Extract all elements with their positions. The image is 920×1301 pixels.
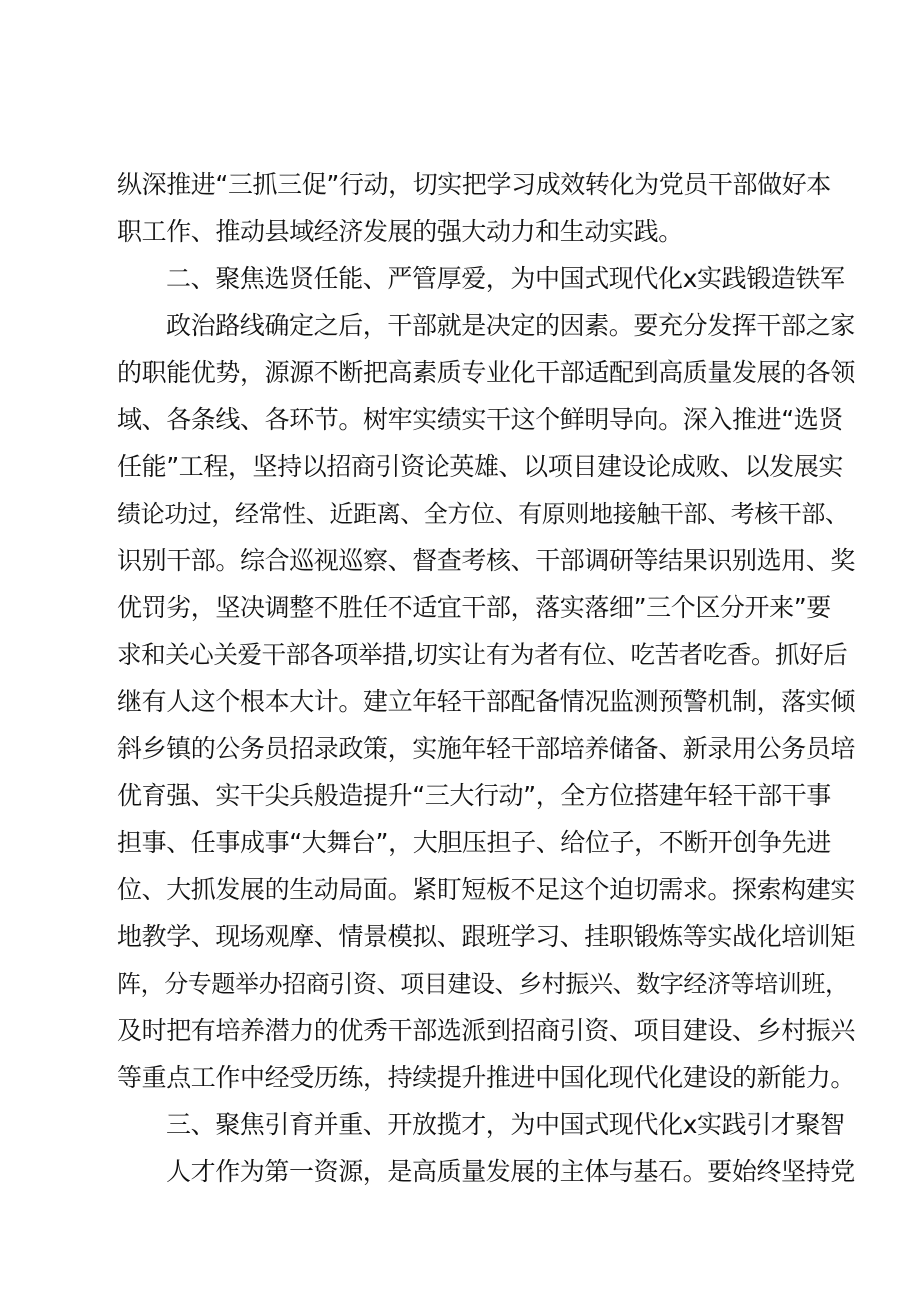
paragraph-line: 职工作、推动县域经济发展的强大动力和生动实践。 (117, 217, 683, 246)
paragraph-line: 绩论功过，经常性、近距离、全方位、有原则地接触干部、考核干部、 (117, 500, 849, 528)
paragraph-line: 位、大抓发展的生动局面。紧盯短板不足这个迫切需求。探索构建实 (117, 875, 856, 904)
section-heading-3: 三、聚焦引育并重、开放揽才，为中国式现代化x实践引才聚智 (166, 1110, 845, 1139)
paragraph-line: 地教学、现场观摩、情景模拟、跟班学习、挂职锻炼等实战化培训矩 (117, 922, 856, 951)
paragraph-line: 纵深推进“三抓三促”行动，切实把学习成效转化为党员干部做好本 (117, 170, 831, 199)
paragraph-line: 人才作为第一资源，是高质量发展的主体与基石。要始终坚持党 (166, 1157, 855, 1186)
paragraph-line: 任能”工程，坚持以招商引资论英雄、以项目建设论成败、以发展实 (117, 452, 843, 481)
paragraph-line: 继有人这个根本大计。建立年轻干部配备情况监测预警机制，落实倾 (117, 687, 856, 716)
paragraph-line: 阵，分专题举办招商引资、项目建设、乡村振兴、数字经济等培训班， (117, 970, 849, 998)
paragraph-line: 求和关心关爱干部各项举措,切实让有为者有位、吃苦者吃香。抓好后 (117, 640, 848, 669)
paragraph-line: 域、各条线、各环节。树牢实绩实干这个鲜明导向。深入推进“选贤 (117, 405, 843, 434)
paragraph-line: 优罚劣，坚决调整不胜任不适宜干部，落实落细”三个区分开来”要 (117, 593, 831, 622)
paragraph-line: 的职能优势，源源不断把高素质专业化干部适配到高质量发展的各领 (117, 358, 856, 387)
paragraph-line: 识别干部。综合巡视巡察、督查考核、干部调研等结果识别选用、奖 (117, 546, 856, 575)
paragraph-line: 及时把有培养潜力的优秀干部选派到招商引资、项目建设、乡村振兴 (117, 1016, 856, 1045)
paragraph-line: 优育强、实干尖兵般造提升“三大行动”，全方位搭建年轻干部干事 (117, 781, 831, 810)
section-heading-2: 二、聚焦选贤任能、严管厚爱，为中国式现代化x实践锻造铁军 (166, 264, 845, 293)
paragraph-line: 政治路线确定之后，干部就是决定的因素。要充分发挥干部之家 (166, 311, 855, 340)
paragraph-line: 担事、任事成事“大舞台”，大胆压担子、给位子，不断开创争先进 (117, 828, 831, 857)
paragraph-line: 等重点工作中经受历练，持续提升推进中国化现代化建设的新能力。 (117, 1063, 856, 1092)
paragraph-line: 斜乡镇的公务员招录政策，实施年轻干部培养储备、新录用公务员培 (117, 734, 856, 763)
